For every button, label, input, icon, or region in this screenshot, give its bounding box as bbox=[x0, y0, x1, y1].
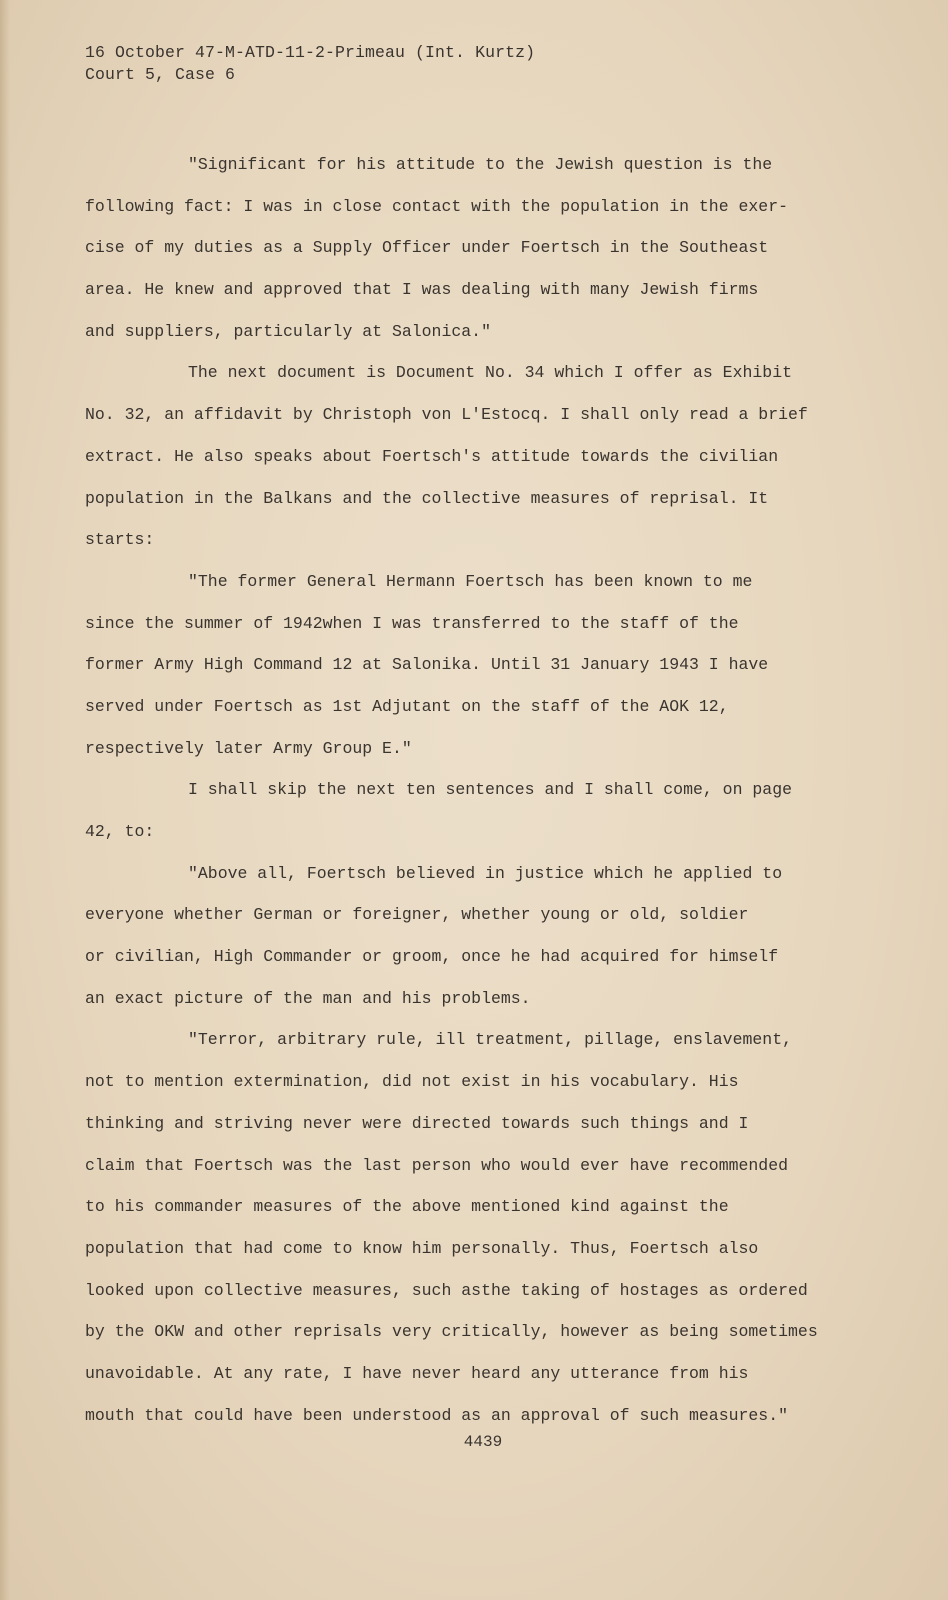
transcript-line: 42, to: bbox=[85, 822, 155, 841]
header-court-case: Court 5, Case 6 bbox=[85, 65, 236, 84]
transcript-line: claim that Foertsch was the last person who would ever have recommended bbox=[85, 1155, 789, 1175]
transcript-line: "Terror, arbitrary rule, ill treatment, pillage, enslavement, bbox=[188, 1030, 792, 1050]
transcript-line: former Army High Command 12 at Salonika. Until 31 January 1943 I have bbox=[85, 655, 769, 675]
transcript-line: area. He knew and approved that I was dealing with many Jewish firms bbox=[85, 280, 759, 300]
header-date-reference: 16 October 47-M-ATD-11-2-Primeau (Int. Kurtz) bbox=[85, 43, 536, 62]
transcript-line: "Significant for his attitude to the Jewish question is the bbox=[188, 155, 773, 174]
transcript-line: respectively later Army Group E." bbox=[85, 738, 412, 758]
transcript-line: The next document is Document No. 34 which I offer as Exhibit bbox=[188, 363, 792, 383]
transcript-line: extract. He also speaks about Foertsch's attitude towards the civilian bbox=[85, 446, 779, 466]
transcript-line: to his commander measures of the above mentioned kind against the bbox=[85, 1197, 729, 1217]
transcript-line: thinking and striving never were directed towards such things and I bbox=[85, 1113, 749, 1133]
transcript-line: looked upon collective measures, such asthe taking of hostages as ordered bbox=[85, 1280, 808, 1300]
transcript-line: everyone whether German or foreigner, whether young or old, soldier bbox=[85, 905, 749, 925]
transcript-line: "Above all, Foertsch believed in justice which he applied to bbox=[188, 863, 783, 883]
transcript-line: an exact picture of the man and his problems. bbox=[85, 988, 531, 1008]
transcript-line: since the summer of 1942when I was transferred to the staff of the bbox=[85, 613, 739, 633]
transcript-line: I shall skip the next ten sentences and I shall come, on page bbox=[188, 780, 792, 800]
page-number: 4439 bbox=[463, 1433, 503, 1451]
transcript-line: or civilian, High Commander or groom, once he had acquired for himself bbox=[85, 947, 779, 967]
paper-edge-shadow bbox=[0, 0, 10, 1600]
transcript-line: by the OKW and other reprisals very critically, however as being sometimes bbox=[85, 1322, 818, 1342]
transcript-line: cise of my duties as a Supply Officer under Foertsch in the Southeast bbox=[85, 238, 769, 258]
document-header bbox=[85, 42, 535, 86]
transcript-line: starts: bbox=[85, 530, 155, 550]
transcript-line: No. 32, an affidavit by Christoph von L'Estocq. I shall only read a brief bbox=[85, 405, 808, 425]
transcript-line: population that had come to know him personally. Thus, Foertsch also bbox=[85, 1238, 759, 1258]
transcript-line: served under Foertsch as 1st Adjutant on the staff of the AOK 12, bbox=[85, 696, 729, 716]
transcript-line: "The former General Hermann Foertsch has been known to me bbox=[188, 571, 753, 591]
transcript-line: and suppliers, particularly at Salonica." bbox=[85, 321, 491, 341]
transcript-line: population in the Balkans and the collective measures of reprisal. It bbox=[85, 488, 769, 508]
transcript-body bbox=[85, 144, 865, 1436]
transcript-line: following fact: I was in close contact with the population in the exer- bbox=[85, 196, 789, 216]
transcript-line: not to mention extermination, did not exist in his vocabulary. His bbox=[85, 1072, 739, 1092]
transcript-line: mouth that could have been understood as an approval of such measures." bbox=[85, 1405, 789, 1425]
transcript-line: unavoidable. At any rate, I have never heard any utterance from his bbox=[85, 1363, 749, 1383]
